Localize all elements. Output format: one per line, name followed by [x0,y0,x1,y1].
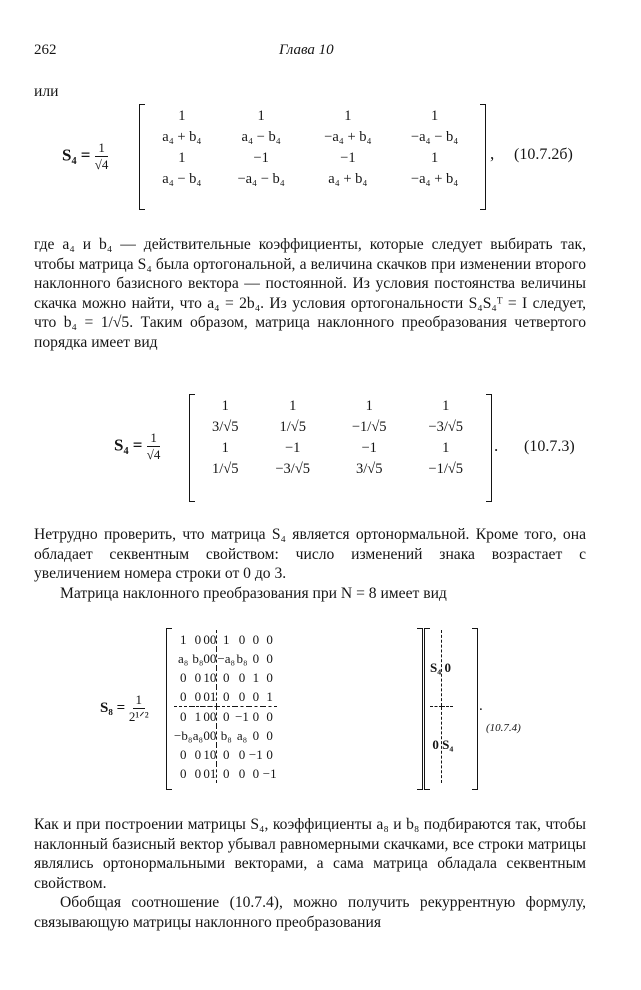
matrix-cell: −a₄ − b₄ [237,171,285,187]
block-cell: S₄ [430,630,442,707]
eq2-left-bracket [189,394,195,502]
matrix-cell: 0 [238,669,246,685]
matrix-cell: 0 [222,746,230,762]
matrix-cell: a₈ [236,727,248,743]
matrix-row [174,687,277,707]
eq1-frac-den: √4 [94,157,109,172]
eq3-frac-num: 1 [133,692,146,709]
matrix-cell: 0 [238,765,246,781]
matrix-cell: −a₄ − b₄ [410,129,459,145]
matrix-cell: 0 [179,765,187,781]
eq2-lhs-symbol: S₄ = [114,435,143,455]
matrix-row [174,649,277,668]
matrix-cell: −a₄ + b₄ [410,171,459,187]
eq3-frac-den: 2¹ᐟ² [128,709,149,724]
matrix-row [430,630,453,707]
matrix-cell: 0 [194,746,202,762]
matrix-cell: −1 [285,440,301,456]
matrix-cell: 1 [257,108,265,124]
matrix-cell: 1 [442,440,450,456]
matrix-cell: 0 [192,687,203,707]
matrix-cell: 0 [252,765,260,781]
matrix-cell: a₈ [192,727,204,743]
eq1-label: (10.7.2б) [514,146,573,163]
matrix-cell: 0 [179,669,187,685]
matrix-cell: 0 [252,708,260,724]
paragraph-generalizing: Обобщая соотношение (10.7.4), можно получить рекуррентную формулу, связывающую матрицы наклонного преобразования [34,894,586,931]
eq3-fraction [129,692,149,725]
matrix-cell: −1 [253,150,269,166]
block-cell: 0 [442,630,454,707]
eq2-frac-den: √4 [146,447,161,462]
matrix-cell: 0 [222,669,230,685]
matrix-row [174,745,277,764]
eq1-right-bracket [480,104,486,210]
matrix-cell: 0 [194,669,202,685]
eq3-block-right-bracket [472,628,478,790]
eq1-fraction [95,140,109,173]
matrix-cell: 1 [431,108,439,124]
matrix-cell: 0 [252,631,260,647]
matrix-cell: 0 [222,765,230,781]
paragraph-as-in: Как и при построении матрицы S₄, коэффициенты a₈ и b₈ подбираются так, чтобы наклонный базисный вектор убывал равномерными скачками, все строки матрицы являлись ортонормальными векторами, а сама матрица обладала секвентным свойством. [34,816,586,892]
matrix-cell: −1/√5 [351,419,387,435]
matrix-row [174,707,277,727]
eq2-label: (10.7.3) [524,438,575,455]
matrix-cell: 0 [217,687,235,707]
matrix-cell: 0 [203,687,210,707]
matrix-cell: 0 [222,708,230,724]
matrix-cell: 0 [252,727,260,743]
matrix-cell: a₄ + b₄ [162,129,202,145]
matrix-cell: 0 [209,708,217,724]
matrix-row [146,106,478,127]
matrix-cell: a₈ [178,650,189,666]
matrix-cell: 3/√5 [355,461,383,477]
matrix-cell: 1 [252,669,260,685]
matrix-cell: 0 [194,765,202,781]
matrix-cell: 0 [249,687,263,707]
matrix-cell: 1/√5 [211,461,239,477]
matrix-cell: −a₄ + b₄ [324,129,372,145]
eq2-right-bracket [486,394,492,502]
matrix-cell: 0 [266,650,273,666]
matrix-cell: 0 [238,631,246,647]
matrix-cell: 0 [238,746,246,762]
matrix-cell: b₈ [220,727,232,743]
matrix-cell: −1 [248,746,263,762]
matrix-cell: 1 [431,150,439,166]
eq1-left-bracket [139,104,145,210]
eq3-left-bracket [166,628,172,790]
matrix-cell: a₄ − b₄ [241,129,281,145]
block-cell: S₄ [442,707,454,784]
matrix-cell: −1 [361,440,377,456]
matrix-row [174,764,277,783]
matrix-row [196,459,484,480]
matrix-cell: a₄ − b₄ [162,171,202,187]
matrix-cell: −1/√5 [428,461,464,477]
matrix-cell: 0 [203,631,210,647]
matrix-cell: −b₈ [174,727,193,743]
chapter-title: Глава 10 [279,42,334,58]
eq2-lhs [114,430,160,463]
matrix-cell: 0 [203,708,210,724]
eq1-frac-num: 1 [95,140,108,157]
matrix-cell: 1 [222,631,230,647]
matrix-cell: 0 [266,669,273,685]
matrix-row [146,169,478,190]
matrix-row [174,630,277,649]
matrix-cell: 0 [209,727,217,743]
matrix-row [196,438,484,459]
matrix-cell: 1 [263,687,277,707]
matrix-cell: 1 [178,150,186,166]
matrix-cell: 1 [344,108,352,124]
matrix-cell: −3/√5 [428,419,464,435]
matrix-cell: 1 [203,746,210,762]
page-number: 262 [34,42,57,58]
matrix-row [430,707,453,784]
matrix-cell: 0 [209,631,217,647]
matrix-cell: 0 [203,650,210,666]
matrix-cell: 0 [209,746,217,762]
matrix-row [174,726,277,745]
matrix-cell: −1 [340,150,356,166]
matrix-cell: a₄ + b₄ [328,171,368,187]
matrix-cell: 0 [266,727,273,743]
eq2-suffix: . [494,436,499,455]
paragraph-or: или [34,83,59,100]
eq1-matrix [146,106,478,190]
paragraph-matrix-n8: Матрица наклонного преобразования при N = 8 имеет вид [60,585,447,602]
eq3-label: (10.7.4) [486,722,521,734]
matrix-cell: 1 [178,108,186,124]
matrix-cell: 3/√5 [211,419,239,435]
matrix-cell: b₈ [192,650,204,666]
matrix-cell: 0 [235,687,249,707]
matrix-cell: −a₈ [217,650,236,666]
matrix-cell: 0 [174,687,192,707]
matrix-cell: 0 [194,631,202,647]
block-cell: 0 [432,737,439,752]
matrix-cell: 1 [194,708,202,724]
eq1-suffix: , [490,144,495,163]
eq1-lhs-symbol: S₄ = [62,145,91,165]
matrix-cell: 1 [209,765,217,781]
matrix-row [146,148,478,169]
matrix-cell: 0 [266,746,273,762]
eq3-right-bracket [417,628,423,790]
matrix-cell: 0 [266,708,273,724]
matrix-cell: −3/√5 [275,461,311,477]
matrix-cell: 0 [209,650,217,666]
eq3-lhs-symbol: S₈ = [100,699,126,716]
matrix-cell: 0 [203,727,210,743]
matrix-cell: 1 [221,398,229,414]
matrix-cell: b₈ [236,650,248,666]
matrix-row [196,396,484,417]
matrix-row [174,668,277,687]
eq3-lhs [100,692,149,725]
matrix-cell: 1/√5 [279,419,306,435]
eq3-block-matrix [430,630,453,783]
matrix-cell: 0 [252,650,260,666]
paragraph-where: где a₄ и b₄ — действительные коэффициенты, которые следует выбирать так, чтобы матрица S₄ была ортогональной, а величина скачков при изменении второго наклонного базисного вектора — постоянной. Из условия постоянства величины скачка можно найти, что a₄ = 2b₄. Из условия ортогональности S₄S₄ᵀ = I следует, что b₄ = 1/√5. Таким образом, матрица наклонного преобразования четвертого порядка имеет вид [34,236,586,351]
matrix-cell: 1 [210,687,217,707]
paragraph-easy: Нетрудно проверить, что матрица S₄ является ортонормальной. Кроме того, она обладает секвентным свойством: число изменений знака возрастает с увеличением номера строки от 0 до 3. [34,526,586,583]
eq1-lhs [62,140,108,173]
eq3-suffix: . [479,698,483,714]
matrix-cell: −1 [235,708,249,724]
eq3-matrix [174,630,277,783]
matrix-cell: 0 [179,746,187,762]
matrix-cell: 1 [179,631,187,647]
matrix-cell: 1 [203,669,210,685]
matrix-cell: 1 [365,398,373,414]
matrix-cell: 0 [209,669,217,685]
eq2-fraction [147,430,161,463]
matrix-cell: 1 [221,440,229,456]
matrix-row [196,417,484,438]
matrix-cell: 1 [442,398,450,414]
matrix-cell: 0 [266,631,273,647]
matrix-cell: −1 [262,765,277,781]
matrix-cell: 0 [203,765,210,781]
matrix-row [146,127,478,148]
eq2-matrix [196,396,484,480]
eq2-frac-num: 1 [147,430,160,447]
matrix-cell: 1 [289,398,297,414]
matrix-cell: 0 [179,708,187,724]
